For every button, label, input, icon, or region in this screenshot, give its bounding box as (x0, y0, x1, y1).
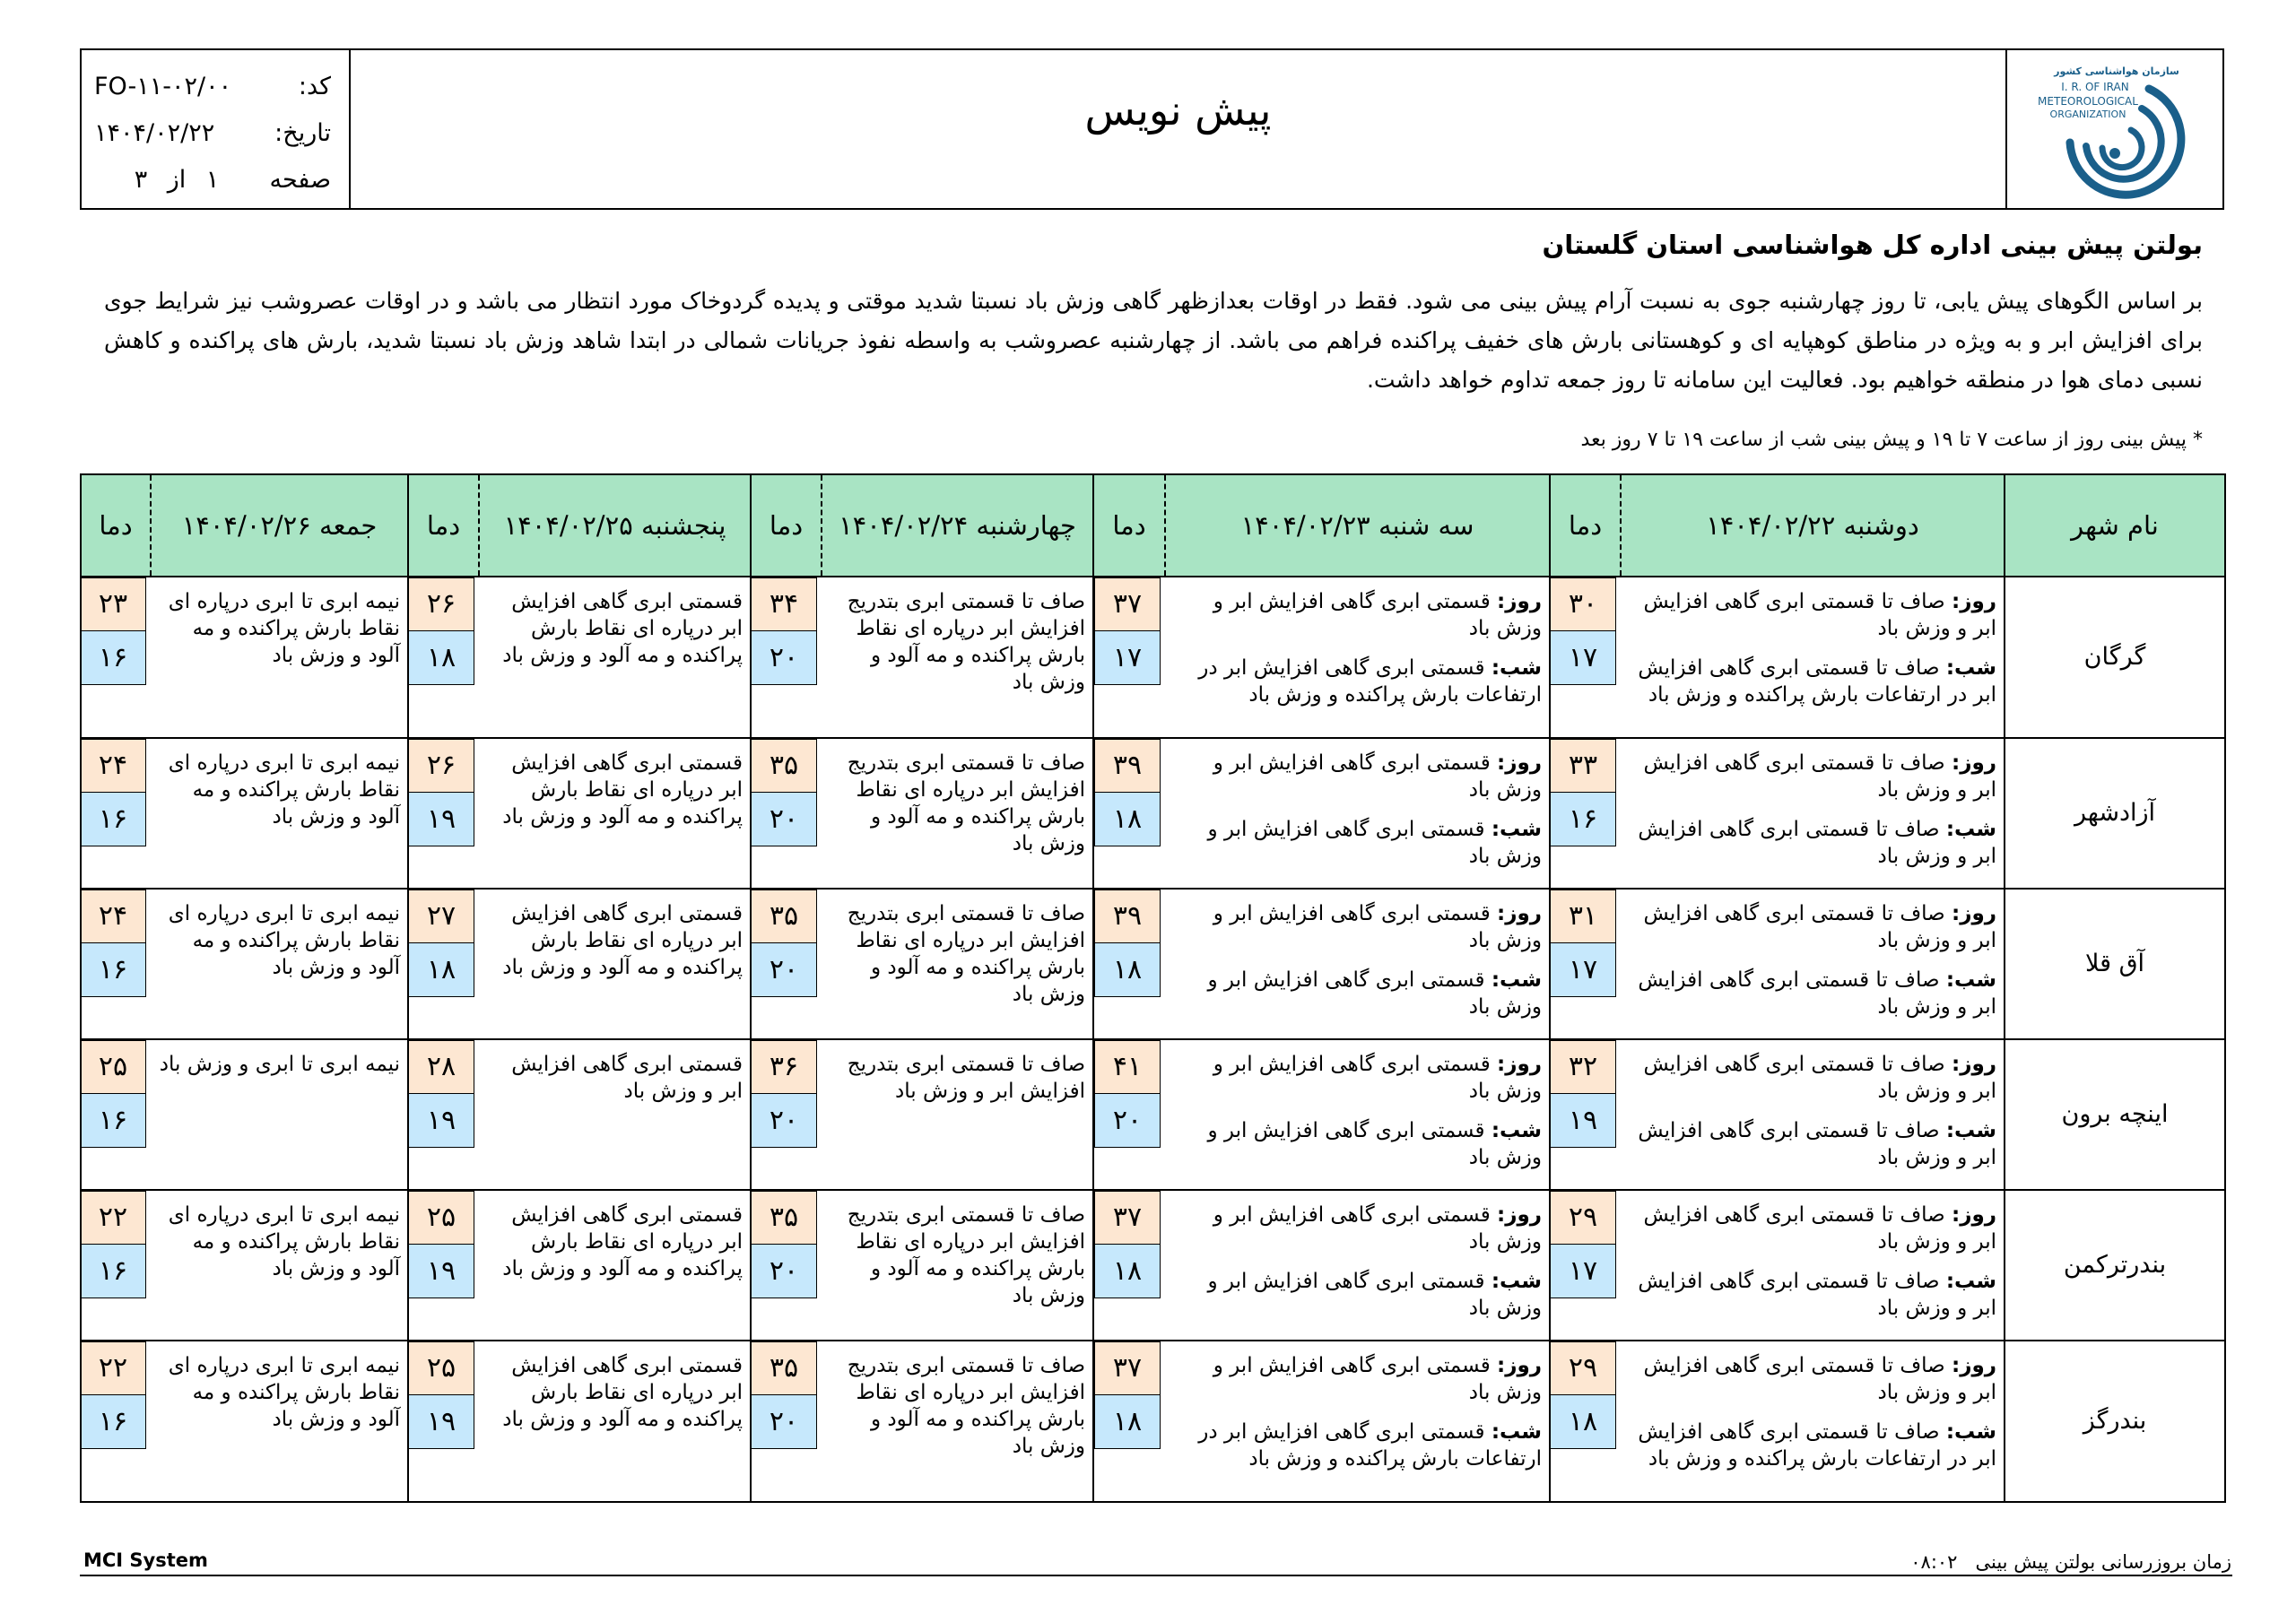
temperature-cell (1550, 1039, 1621, 1190)
night-forecast-text: صاف تا قسمتی ابری گاهی افزایش ابر در ارتفاعات بارش پراکنده و وزش باد (1638, 656, 1996, 707)
max-temperature: ۳۷ (1094, 1341, 1161, 1395)
day-forecast (1628, 1051, 1996, 1105)
day-night-forecast-cell (1621, 577, 2005, 738)
forecast-cell (479, 889, 751, 1039)
forecast-text: نیمه ابری تا ابری درپاره ای نقاط بارش پراکنده و مه آلود و وزش باد (168, 902, 400, 979)
temperature-cell (1093, 889, 1165, 1039)
forecast-cell (151, 738, 408, 889)
temperature-cell (1093, 1341, 1165, 1502)
day-night-forecast-cell (1165, 1190, 1550, 1341)
date-label: تاریخ: (274, 118, 331, 147)
night-label: شب: (1945, 1420, 1996, 1444)
max-temperature: ۳۱ (1550, 890, 1616, 943)
document-header (80, 48, 2224, 210)
night-forecast-text: قسمتی ابری گاهی افزایش ابر در ارتفاعات بارش پراکنده و وزش باد (1198, 1420, 1542, 1471)
bulletin-body: بر اساس الگوهای پیش یابی، تا روز چهارشنبه جوی به نسبت آرام پیش بینی می شود. فقط در اوقات بعدازظهر گاهی وزش باد نسبتا شدید موقتی و پدیده گردوخاک مورد انتظار می باشد و در اوقات عصروشب نیز شرایط جوی برای افزایش ابر و به ویژه در مناطق کوهپایه ای و کوهستانی بارش های خفیف پراکنده فراهم می باشد. از چهارشنبه عصروشب به واسطه نفوذ جریانات شمالی در ابتدا شاهد وزش باد نسبتا شدید، بارش های پراکنده و کاهش نسبی دمای هوا در منطقه خواهیم بود. فعالیت این سامانه تا روز جمعه تداوم خواهد داشت. (104, 288, 2203, 393)
max-temperature: ۳۵ (751, 1341, 817, 1395)
temperature-cell (1550, 738, 1621, 889)
day-label: روز: (1952, 1203, 1996, 1227)
day-forecast (1628, 1202, 1996, 1255)
day-forecast (1628, 750, 1996, 803)
day-forecast-text: صاف تا قسمتی ابری گاهی افزایش ابر و وزش باد (1643, 902, 1996, 952)
city-name: بندرگز (2005, 1341, 2225, 1502)
day-label: روز: (1952, 1053, 1996, 1076)
day-label: روز: (1497, 590, 1542, 613)
temp-column-header: دما (81, 474, 151, 577)
forecast-cell (822, 577, 1093, 738)
min-temperature: ۱۸ (408, 631, 474, 685)
min-temperature: ۲۰ (751, 1395, 817, 1449)
max-temperature: ۲۹ (1550, 1341, 1616, 1395)
city-name: آق قلا (2005, 889, 2225, 1039)
night-forecast-text: صاف تا قسمتی ابری گاهی افزایش ابر در ارتفاعات بارش پراکنده و وزش باد (1638, 1420, 1996, 1471)
code-value: FO-۱۱-۰۲/۰۰ (94, 72, 232, 100)
day-forecast-text: قسمتی ابری گاهی افزایش ابر و وزش باد (1213, 902, 1542, 952)
date-column-header: دوشنبه ۱۴۰۴/۰۲/۲۲ (1621, 474, 2005, 577)
day-label: روز: (1952, 1354, 1996, 1377)
logo (2005, 50, 2222, 208)
city-name: آزادشهر (2005, 738, 2225, 889)
day-night-forecast-cell (1165, 1039, 1550, 1190)
night-label: شب: (1945, 818, 1996, 841)
temperature-cell (1093, 738, 1165, 889)
page-of: از (167, 165, 187, 194)
day-night-forecast-cell (1621, 1039, 2005, 1190)
day-forecast (1172, 750, 1542, 803)
day-forecast (1172, 588, 1542, 642)
temperature-cell (751, 738, 822, 889)
night-forecast-text: صاف تا قسمتی ابری گاهی افزایش ابر و وزش باد (1638, 818, 1996, 868)
min-temperature: ۱۶ (80, 943, 146, 997)
date-column-header: چهارشنبه ۱۴۰۴/۰۲/۲۴ (822, 474, 1093, 577)
date-line (94, 109, 331, 156)
max-temperature: ۲۴ (80, 739, 146, 793)
forecast-cell (151, 1190, 408, 1341)
forecast-table-body (81, 577, 2225, 1502)
min-temperature: ۲۰ (1094, 1094, 1161, 1148)
max-temperature: ۳۵ (751, 890, 817, 943)
night-forecast (1172, 1117, 1542, 1171)
forecast-cell (822, 889, 1093, 1039)
table-row (81, 889, 2225, 1039)
forecast-cell (479, 577, 751, 738)
night-forecast (1628, 1419, 1996, 1472)
day-night-forecast-cell (1165, 889, 1550, 1039)
min-temperature: ۱۹ (408, 1245, 474, 1298)
forecast-text: قسمتی ابری گاهی افزایش ابر درپاره ای نقاط بارش پراکنده و مه آلود و وزش باد (502, 751, 743, 829)
temperature-cell (751, 1341, 822, 1502)
max-temperature: ۲۶ (408, 577, 474, 631)
min-temperature: ۱۹ (1550, 1094, 1616, 1148)
city-name: بندرترکمن (2005, 1190, 2225, 1341)
min-temperature: ۱۹ (408, 793, 474, 846)
night-forecast-text: قسمتی ابری گاهی افزایش ابر و وزش باد (1207, 1119, 1542, 1169)
night-label: شب: (1491, 656, 1542, 680)
temperature-cell (1550, 889, 1621, 1039)
page-current: ۱ (205, 165, 220, 194)
night-label: شب: (1491, 1119, 1542, 1142)
day-label: روز: (1497, 902, 1542, 925)
day-forecast-text: قسمتی ابری گاهی افزایش ابر و وزش باد (1213, 1203, 1542, 1254)
forecast-cell (479, 1039, 751, 1190)
night-forecast (1172, 816, 1542, 870)
forecast-cell (151, 577, 408, 738)
min-temperature: ۱۸ (1094, 1395, 1161, 1449)
temperature-cell (81, 889, 151, 1039)
temperature-cell (81, 1039, 151, 1190)
day-night-forecast-cell (1621, 1341, 2005, 1502)
page-line (94, 156, 331, 203)
system-name: MCI System (83, 1549, 208, 1571)
date-column-header: پنجشنبه ۱۴۰۴/۰۲/۲۵ (479, 474, 751, 577)
update-time-line (1910, 1551, 2231, 1573)
date-column-header: سه شنبه ۱۴۰۴/۰۲/۲۳ (1165, 474, 1550, 577)
day-forecast (1628, 1352, 1996, 1406)
temperature-cell (408, 738, 479, 889)
forecast-text: نیمه ابری تا ابری درپاره ای نقاط بارش پراکنده و مه آلود و وزش باد (168, 751, 400, 829)
day-forecast-text: قسمتی ابری گاهی افزایش ابر و وزش باد (1213, 590, 1542, 640)
forecast-text: صاف تا قسمتی ابری بتدریج افزایش ابر درپاره ای نقاط بارش پراکنده و مه آلود و وزش باد (847, 751, 1085, 855)
min-temperature: ۱۸ (1094, 793, 1161, 846)
min-temperature: ۱۶ (1550, 793, 1616, 846)
min-temperature: ۱۹ (408, 1395, 474, 1449)
temp-column-header: دما (1550, 474, 1621, 577)
day-label: روز: (1497, 751, 1542, 775)
min-temperature: ۲۰ (751, 1245, 817, 1298)
max-temperature: ۲۳ (80, 577, 146, 631)
max-temperature: ۳۹ (1094, 890, 1161, 943)
night-label: شب: (1945, 1270, 1996, 1293)
temperature-cell (751, 577, 822, 738)
table-row (81, 577, 2225, 738)
forecast-text: قسمتی ابری گاهی افزایش ابر درپاره ای نقاط بارش پراکنده و مه آلود و وزش باد (502, 1203, 743, 1280)
forecast-text: نیمه ابری تا ابری درپاره ای نقاط بارش پراکنده و مه آلود و وزش باد (168, 1354, 400, 1431)
max-temperature: ۳۳ (1550, 739, 1616, 793)
day-night-forecast-cell (1621, 889, 2005, 1039)
max-temperature: ۳۰ (1550, 577, 1616, 631)
max-temperature: ۲۵ (408, 1191, 474, 1245)
city-column-header: نام شهر (2005, 474, 2225, 577)
min-temperature: ۱۶ (80, 1245, 146, 1298)
day-label: روز: (1952, 590, 1996, 613)
day-label: روز: (1497, 1354, 1542, 1377)
forecast-text: قسمتی ابری گاهی افزایش ابر درپاره ای نقاط بارش پراکنده و مه آلود و وزش باد (502, 902, 743, 979)
max-temperature: ۳۷ (1094, 1191, 1161, 1245)
forecast-cell (151, 1341, 408, 1502)
temp-column-header: دما (751, 474, 822, 577)
page-total: ۳ (134, 165, 148, 194)
date-value: ۱۴۰۴/۰۲/۲۲ (94, 118, 215, 147)
forecast-cell (822, 1341, 1093, 1502)
forecast-time-note: * پیش بینی روز از ساعت ۷ تا ۱۹ و پیش بینی شب از ساعت ۱۹ تا ۷ روز بعد (1580, 429, 2203, 451)
temperature-cell (408, 889, 479, 1039)
min-temperature: ۱۹ (408, 1094, 474, 1148)
max-temperature: ۲۵ (408, 1341, 474, 1395)
day-forecast-text: صاف تا قسمتی ابری گاهی افزایش ابر و وزش باد (1643, 1354, 1996, 1404)
night-label: شب: (1491, 968, 1542, 992)
min-temperature: ۱۸ (1550, 1395, 1616, 1449)
table-row (81, 1190, 2225, 1341)
night-forecast-text: صاف تا قسمتی ابری گاهی افزایش ابر و وزش باد (1638, 968, 1996, 1019)
page-title-text: پیش نویس (1084, 86, 1272, 135)
day-forecast-text: قسمتی ابری گاهی افزایش ابر و وزش باد (1213, 1053, 1542, 1103)
temperature-cell (1093, 577, 1165, 738)
page-title (351, 50, 2005, 208)
min-temperature: ۲۰ (751, 943, 817, 997)
max-temperature: ۴۱ (1094, 1040, 1161, 1094)
min-temperature: ۱۸ (408, 943, 474, 997)
forecast-text: صاف تا قسمتی ابری بتدریج افزایش ابر و وزش باد (847, 1053, 1085, 1103)
day-night-forecast-cell (1165, 1341, 1550, 1502)
max-temperature: ۲۷ (408, 890, 474, 943)
night-forecast-text: صاف تا قسمتی ابری گاهی افزایش ابر و وزش باد (1638, 1270, 1996, 1320)
min-temperature: ۱۷ (1550, 943, 1616, 997)
temperature-cell (751, 889, 822, 1039)
temp-column-header: دما (1093, 474, 1165, 577)
temperature-cell (1550, 577, 1621, 738)
table-row (81, 1039, 2225, 1190)
night-label: شب: (1945, 656, 1996, 680)
day-label: روز: (1952, 902, 1996, 925)
day-label: روز: (1952, 751, 1996, 775)
code-label: کد: (298, 72, 331, 100)
night-forecast (1628, 655, 1996, 708)
temperature-cell (1093, 1190, 1165, 1341)
temperature-cell (751, 1039, 822, 1190)
min-temperature: ۱۶ (80, 793, 146, 846)
max-temperature: ۳۶ (751, 1040, 817, 1094)
date-column-header: جمعه ۱۴۰۴/۰۲/۲۶ (151, 474, 408, 577)
logo-text-en1: I. R. OF IRAN (2061, 81, 2129, 93)
temperature-cell (408, 1039, 479, 1190)
temperature-cell (751, 1190, 822, 1341)
day-forecast-text: صاف تا قسمتی ابری گاهی افزایش ابر و وزش باد (1643, 1053, 1996, 1103)
min-temperature: ۱۷ (1550, 631, 1616, 685)
forecast-cell (151, 1039, 408, 1190)
day-forecast (1172, 1352, 1542, 1406)
max-temperature: ۲۴ (80, 890, 146, 943)
update-time: ۰۸:۰۲ (1910, 1551, 1958, 1573)
night-forecast-text: قسمتی ابری گاهی افزایش ابر و وزش باد (1207, 1270, 1542, 1320)
forecast-cell (479, 1190, 751, 1341)
temp-column-header: دما (408, 474, 479, 577)
day-forecast-text: صاف تا قسمتی ابری گاهی افزایش ابر و وزش باد (1643, 751, 1996, 802)
temperature-cell (1550, 1341, 1621, 1502)
max-temperature: ۳۵ (751, 1191, 817, 1245)
min-temperature: ۲۰ (751, 631, 817, 685)
forecast-text: قسمتی ابری گاهی افزایش ابر درپاره ای نقاط بارش پراکنده و مه آلود و وزش باد (502, 590, 743, 667)
meteorological-organization-logo (2016, 53, 2213, 205)
forecast-text: صاف تا قسمتی ابری بتدریج افزایش ابر درپاره ای نقاط بارش پراکنده و مه آلود و وزش باد (847, 902, 1085, 1006)
table-row (81, 738, 2225, 889)
max-temperature: ۲۶ (408, 739, 474, 793)
day-label: روز: (1497, 1203, 1542, 1227)
forecast-cell (151, 889, 408, 1039)
max-temperature: ۲۲ (80, 1191, 146, 1245)
forecast-table (80, 473, 2226, 1503)
forecast-cell (822, 1190, 1093, 1341)
night-forecast-text: قسمتی ابری گاهی افزایش ابر و وزش باد (1207, 818, 1542, 868)
document-meta (82, 50, 351, 208)
night-label: شب: (1945, 1119, 1996, 1142)
night-forecast (1172, 967, 1542, 1020)
temperature-cell (1550, 1190, 1621, 1341)
code-line (94, 63, 331, 109)
night-label: شب: (1945, 968, 1996, 992)
forecast-cell (479, 738, 751, 889)
footer-divider (80, 1575, 2232, 1576)
day-forecast-text: صاف تا قسمتی ابری گاهی افزایش ابر و وزش باد (1643, 1203, 1996, 1254)
table-header-row (81, 474, 2225, 577)
night-forecast (1628, 1268, 1996, 1322)
temperature-cell (408, 1190, 479, 1341)
logo-text-en3: ORGANIZATION (2049, 108, 2126, 120)
night-forecast (1628, 967, 1996, 1020)
city-name: اینچه برون (2005, 1039, 2225, 1190)
day-forecast (1172, 1202, 1542, 1255)
day-forecast (1172, 900, 1542, 954)
forecast-text: نیمه ابری تا ابری و وزش باد (159, 1053, 400, 1076)
day-forecast (1628, 900, 1996, 954)
day-night-forecast-cell (1621, 1190, 2005, 1341)
update-label: زمان بروزرسانی بولتن پیش بینی (1975, 1551, 2231, 1573)
temperature-cell (408, 1341, 479, 1502)
temperature-cell (408, 577, 479, 738)
day-forecast (1172, 1051, 1542, 1105)
min-temperature: ۱۸ (1094, 943, 1161, 997)
min-temperature: ۱۶ (80, 1094, 146, 1148)
day-forecast (1628, 588, 1996, 642)
min-temperature: ۱۸ (1094, 1245, 1161, 1298)
bulletin-title: بولتن پیش بینی اداره کل هواشناسی استان گلستان (1542, 230, 2203, 260)
day-forecast-text: قسمتی ابری گاهی افزایش ابر و وزش باد (1213, 751, 1542, 802)
night-forecast-text: صاف تا قسمتی ابری گاهی افزایش ابر و وزش باد (1638, 1119, 1996, 1169)
page-label: صفحه (269, 165, 331, 194)
max-temperature: ۳۵ (751, 739, 817, 793)
night-forecast-text: قسمتی ابری گاهی افزایش ابر و وزش باد (1207, 968, 1542, 1019)
min-temperature: ۱۷ (1550, 1245, 1616, 1298)
max-temperature: ۲۵ (80, 1040, 146, 1094)
logo-text-fa: سازمان هواشناسی کشور (2054, 65, 2179, 77)
max-temperature: ۲۸ (408, 1040, 474, 1094)
min-temperature: ۲۰ (751, 793, 817, 846)
night-forecast-text: قسمتی ابری گاهی افزایش ابر در ارتفاعات بارش پراکنده و وزش باد (1198, 656, 1542, 707)
min-temperature: ۱۷ (1094, 631, 1161, 685)
min-temperature: ۱۶ (80, 1395, 146, 1449)
temperature-cell (1093, 1039, 1165, 1190)
forecast-text: قسمتی ابری گاهی افزایش ابر و وزش باد (511, 1053, 743, 1103)
min-temperature: ۱۶ (80, 631, 146, 685)
day-night-forecast-cell (1165, 738, 1550, 889)
night-label: شب: (1491, 1420, 1542, 1444)
night-forecast (1628, 816, 1996, 870)
min-temperature: ۲۰ (751, 1094, 817, 1148)
night-label: شب: (1491, 1270, 1542, 1293)
logo-text-en2: METEOROLOGICAL (2038, 95, 2138, 108)
forecast-text: صاف تا قسمتی ابری بتدریج افزایش ابر درپاره ای نقاط بارش پراکنده و مه آلود و وزش باد (847, 1354, 1085, 1458)
temperature-cell (81, 577, 151, 738)
forecast-cell (822, 738, 1093, 889)
forecast-cell (479, 1341, 751, 1502)
night-forecast (1172, 1419, 1542, 1472)
day-night-forecast-cell (1165, 577, 1550, 738)
forecast-text: صاف تا قسمتی ابری بتدریج افزایش ابر درپاره ای نقاط بارش پراکنده و مه آلود و وزش باد (847, 590, 1085, 694)
max-temperature: ۲۹ (1550, 1191, 1616, 1245)
forecast-text: نیمه ابری تا ابری درپاره ای نقاط بارش پراکنده و مه آلود و وزش باد (168, 590, 400, 667)
night-forecast (1628, 1117, 1996, 1171)
day-label: روز: (1497, 1053, 1542, 1076)
temperature-cell (81, 1190, 151, 1341)
max-temperature: ۳۲ (1550, 1040, 1616, 1094)
max-temperature: ۳۹ (1094, 739, 1161, 793)
night-forecast (1172, 1268, 1542, 1322)
max-temperature: ۲۲ (80, 1341, 146, 1395)
forecast-text: نیمه ابری تا ابری درپاره ای نقاط بارش پراکنده و مه آلود و وزش باد (168, 1203, 400, 1280)
forecast-text: صاف تا قسمتی ابری بتدریج افزایش ابر درپاره ای نقاط بارش پراکنده و مه آلود و وزش باد (847, 1203, 1085, 1307)
day-night-forecast-cell (1621, 738, 2005, 889)
city-name: گرگان (2005, 577, 2225, 738)
day-forecast-text: صاف تا قسمتی ابری گاهی افزایش ابر و وزش باد (1643, 590, 1996, 640)
night-forecast (1172, 655, 1542, 708)
table-row (81, 1341, 2225, 1502)
temperature-cell (81, 1341, 151, 1502)
forecast-text: قسمتی ابری گاهی افزایش ابر درپاره ای نقاط بارش پراکنده و مه آلود و وزش باد (502, 1354, 743, 1431)
temperature-cell (81, 738, 151, 889)
night-label: شب: (1491, 818, 1542, 841)
max-temperature: ۳۴ (751, 577, 817, 631)
max-temperature: ۳۷ (1094, 577, 1161, 631)
day-forecast-text: قسمتی ابری گاهی افزایش ابر و وزش باد (1213, 1354, 1542, 1404)
forecast-cell (822, 1039, 1093, 1190)
